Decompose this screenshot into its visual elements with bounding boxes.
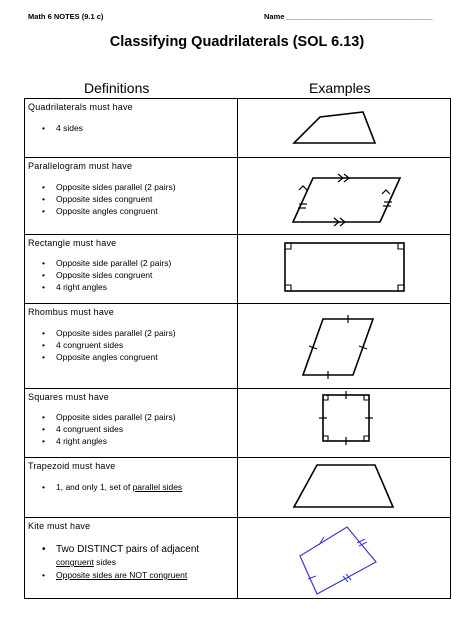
row-heading: Quadrilaterals must have xyxy=(28,102,133,112)
row-heading: Rectangle must have xyxy=(28,238,117,248)
bullet-item: • Opposite angles congruent xyxy=(56,351,237,363)
bullet-item: • Opposite angles congruent xyxy=(56,205,237,217)
row-parallelogram xyxy=(25,158,451,235)
bullet-item: • 4 congruent sides xyxy=(56,423,237,435)
header-course-label: Math 6 NOTES (9.1 c) xyxy=(28,12,104,21)
page-title: Classifying Quadrilaterals (SOL 6.13) xyxy=(109,34,365,50)
kite-shape xyxy=(238,518,452,599)
trapezoid-shape xyxy=(238,458,452,518)
row-heading: Trapezoid must have xyxy=(28,461,116,471)
bullet-text: Two DISTINCT pairs of adjacent xyxy=(56,544,200,555)
definition-cell xyxy=(25,235,238,304)
bullet-item: • 4 right angles xyxy=(56,281,237,293)
definition-cell xyxy=(25,518,238,599)
row-heading: Parallelogram must have xyxy=(28,161,133,171)
row-kite xyxy=(25,518,451,599)
example-cell xyxy=(238,518,451,599)
row-heading: Kite must have xyxy=(28,521,91,531)
bullet-item: • Opposite sides parallel (2 pairs) xyxy=(56,181,237,193)
bullet-item: • Opposite sides parallel (2 pairs) xyxy=(56,411,237,423)
row-quadrilateral xyxy=(25,99,451,158)
rhombus-shape xyxy=(238,304,452,389)
row-trapezoid xyxy=(25,458,451,518)
example-cell xyxy=(238,99,451,158)
classification-table xyxy=(24,98,451,599)
bullet-item: • 4 sides xyxy=(56,122,237,134)
row-rectangle xyxy=(25,235,451,304)
column-header-definitions: Definitions xyxy=(84,80,150,96)
bullet-text: Opposite sides are NOT congruent xyxy=(56,570,188,580)
row-heading: Rhombus must have xyxy=(28,307,114,317)
rectangle-shape xyxy=(238,235,452,304)
header-name-field[interactable]: Name ___________________________________ xyxy=(264,12,433,21)
definition-cell xyxy=(25,458,238,518)
bullet-item: • Opposite sides congruent xyxy=(56,269,237,281)
definition-cell xyxy=(25,304,238,389)
congruent-term: congruent xyxy=(56,557,94,567)
definition-cell xyxy=(25,158,238,235)
bullet-item: • Opposite sides congruent xyxy=(56,193,237,205)
parallel-sides-term: parallel sides xyxy=(132,482,183,492)
column-header-examples: Examples xyxy=(309,80,371,96)
bullet-text: sides xyxy=(93,557,117,567)
example-cell xyxy=(238,389,451,458)
row-square xyxy=(25,389,451,458)
row-heading: Squares must have xyxy=(28,392,109,402)
definition-cell xyxy=(25,99,238,158)
example-cell xyxy=(238,158,451,235)
bullet-item: • Opposite side parallel (2 pairs) xyxy=(56,257,237,269)
row-rhombus xyxy=(25,304,451,389)
parallelogram-shape xyxy=(238,158,452,235)
square-shape xyxy=(238,389,452,458)
bullet-item xyxy=(56,544,237,569)
example-cell xyxy=(238,458,451,518)
bullet-item: • 4 congruent sides xyxy=(56,339,237,351)
bullet-item: • Opposite sides parallel (2 pairs) xyxy=(56,327,237,339)
bullet-item: • 4 right angles xyxy=(56,435,237,447)
quadrilateral-shape xyxy=(238,99,452,158)
bullet-text: 1, and only 1, set of xyxy=(56,482,133,492)
bullet-item xyxy=(56,569,237,581)
bullet-item xyxy=(56,481,237,493)
example-cell xyxy=(238,235,451,304)
example-cell xyxy=(238,304,451,389)
definition-cell xyxy=(25,389,238,458)
